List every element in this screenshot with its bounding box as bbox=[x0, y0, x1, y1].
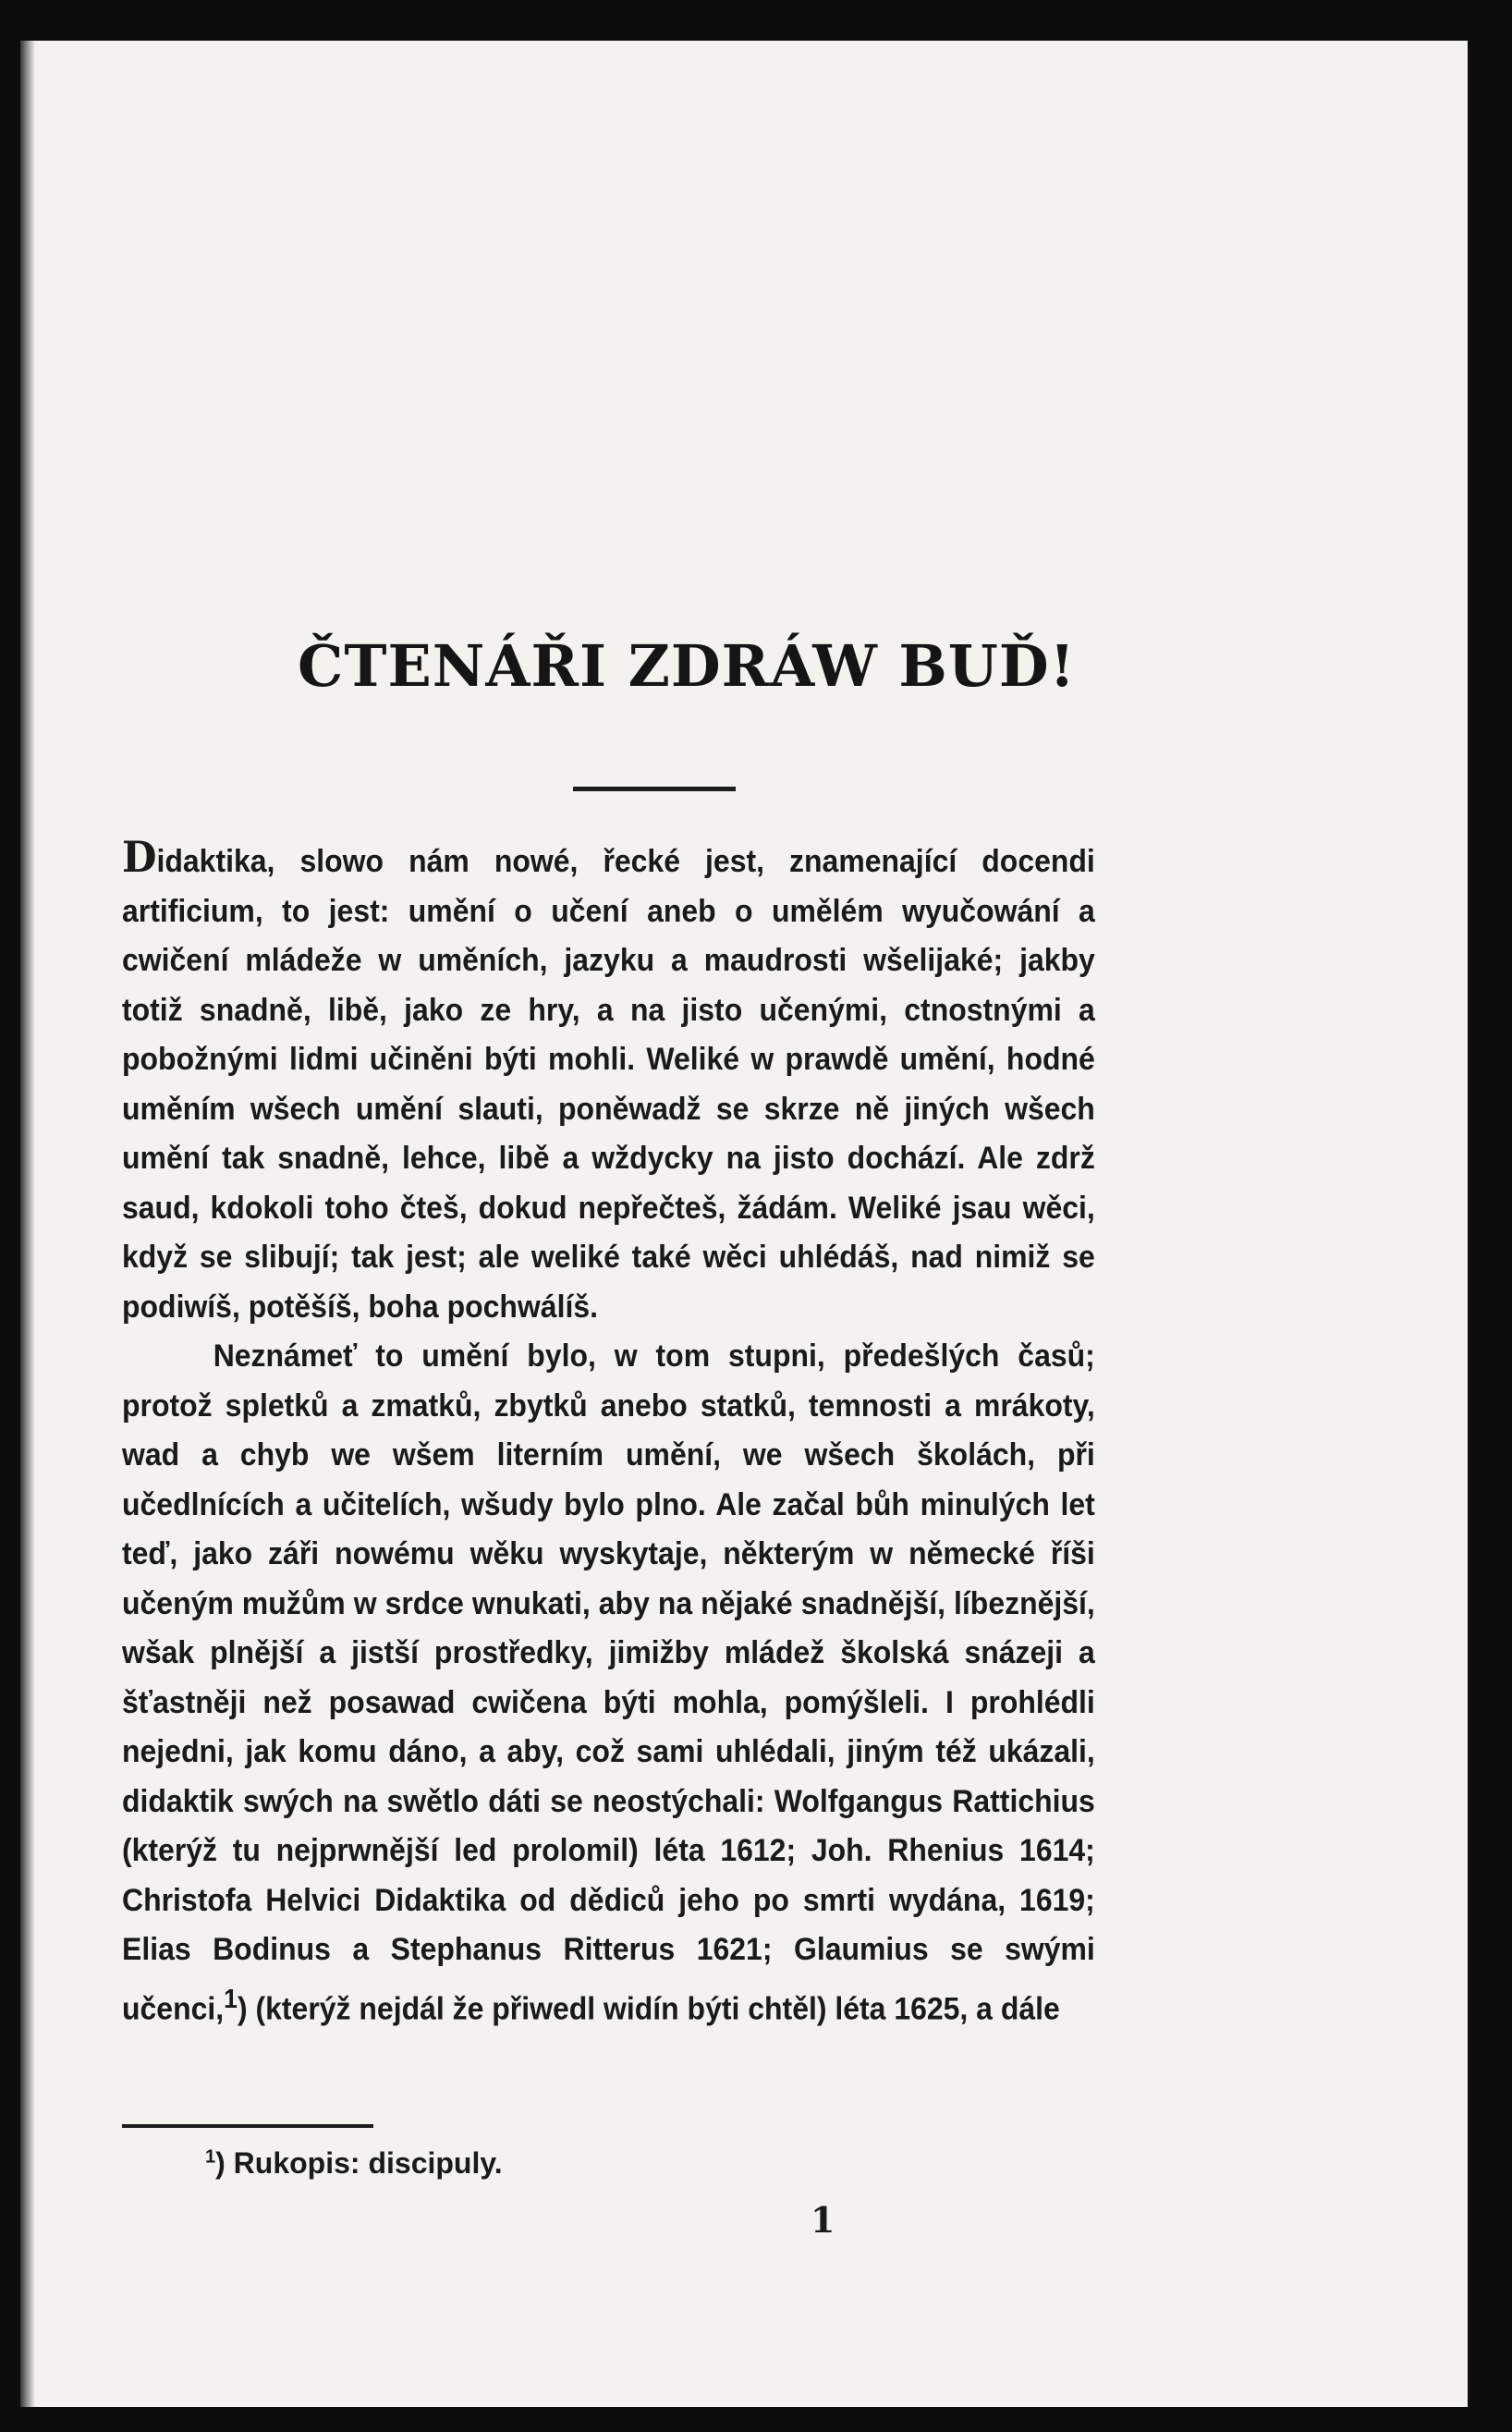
body-text bbox=[122, 832, 1095, 2034]
footnote-text: ) Rukopis: discipuly. bbox=[215, 2146, 503, 2180]
heading-rule bbox=[573, 787, 736, 791]
footnote-rule bbox=[122, 2124, 373, 2128]
paragraph-2 bbox=[122, 1332, 1095, 2034]
signature-mark: 1 bbox=[811, 2199, 835, 2241]
footnote-marker: 1 bbox=[205, 2146, 216, 2168]
paragraph-1-text: idaktika, slowo nám nowé, řecké jest, znamenající docendi artificium, to jest: umění o učení aneb o umělém wyučowání a cwičení mládeže w uměních, jazyku a maudrosti wšelijaké; jakby totiž snadně, libě, jako ze hry, a na jisto učenými, ctnostnými a pobožnými lidmi učiněni býti mohli. Weliké w prawdě umění, hodné uměním wšech umění slauti, poněwadž se skrze ně jiných wšech umění tak snadně, lehce, libě a wždycky na jisto dochází. Ale zdrž saud, kdokoli toho čteš, dokud nepřečteš, žádám. Weliké jsau wěci, když se slibují; tak jest; ale weliké také wěci uhlédáš, nad nimiž se podiwíš, potěšíš, boha pochwálíš. bbox=[122, 844, 1095, 1325]
footnote bbox=[205, 2146, 503, 2181]
page-heading: ČTENÁŘI ZDRÁW BUĎ! bbox=[298, 632, 1076, 700]
paragraph-1 bbox=[122, 832, 1095, 1332]
drop-cap: D bbox=[122, 832, 157, 882]
book-page bbox=[20, 41, 1468, 2407]
paragraph-2-text: Neznámeť to umění bylo, w tom stupni, předešlých časů; protož spletků a zmatků, zbytků anebo statků, temnosti a mrákoty, wad a chyb we wšem literním umění, we wšech školách, při učedlnících a učitelích, wšudy bylo plno. Ale začal bůh minulých let teď, jako záři nowému wěku wyskytaje, některým w německé říši učeným mužům w srdce wnukati, aby na nějaké snadnější, líbeznější, wšak plnější a jistší prostředky, jimižby mládež školská snázeji a šťastněji než posawad cwičena býti mohla, pomýšleli. I prohlédli nejedni, jak komu dáno, a aby, což sami uhlédali, jiným též ukázali, didaktik swých na swětlo dáti se neostýchali: Wolfgangus Rattichius (kterýž tu nejprwnější led prolomil) léta 1612; Joh. Rhenius 1614; Christofa Helvici Didaktika od dědiců jeho po smrti wydána, 1619; Elias Bodinus a Stephanus Ritterus 1621; Glaumius se swými učenci, bbox=[122, 1338, 1095, 2026]
paragraph-2-text-after: ) (kterýž nejdál že přiwedl widín býti chtěl) léta 1625, a dále bbox=[237, 1990, 1060, 2026]
footnote-reference: 1 bbox=[224, 1984, 238, 2014]
